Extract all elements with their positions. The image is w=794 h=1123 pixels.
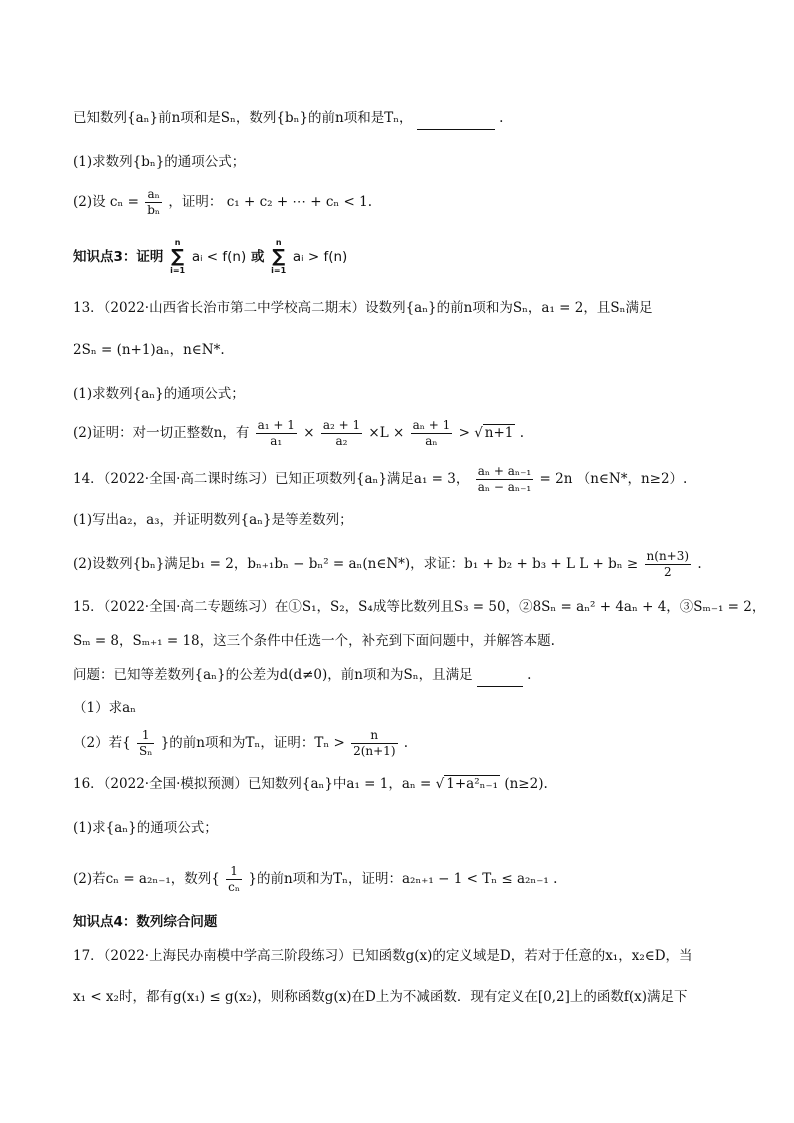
p15-part2-mid: }的前n项和为Tₙ，证明：Tₙ > <box>160 735 345 751</box>
p16-part2 <box>73 857 754 901</box>
p13-line2 <box>73 339 754 361</box>
f15-num: 1 <box>141 728 150 742</box>
p16-part2-mid: }的前n项和为Tₙ，证明：a₂ₙ₊₁ − 1 < Tₙ ≤ a₂ₙ₋₁ . <box>248 871 558 887</box>
f15b-den: 2(n+1) <box>353 744 396 758</box>
p15-frac-2 <box>351 728 397 759</box>
p13-frac-n <box>411 418 453 449</box>
p14-head-prefix: 14．（2022·全国·高二课时练习）已知正项数列{aₙ}满足a₁ = 3， <box>73 471 470 487</box>
p14-part2 <box>73 545 754 583</box>
section-4-heading <box>73 911 754 933</box>
p16-part1 <box>73 817 754 839</box>
sum-top: n <box>174 238 181 247</box>
part2-expr: c₁ + c₂ + ⋯ + cₙ < 1. <box>226 194 373 210</box>
p13-head <box>73 297 754 319</box>
p15-part2-suffix: . <box>403 735 409 751</box>
p13-head-text: 13．（2022·山西省长治市第二中学校高二期末）设数列{aₙ}的前n项和为Sₙ，a₁ = 2，且Sₙ满足 <box>73 300 653 316</box>
intro-text: 已知数列{aₙ}前n项和是Sₙ，数列{bₙ}的前n项和是Tₙ， <box>73 110 413 126</box>
f14b-num: n(n+3) <box>646 549 690 563</box>
p15-line2-text: Sₘ = 8，Sₘ₊₁ = 18，这三个条件中任选一个，补充到下面问题中，并解答本题. <box>73 633 555 649</box>
p16-head <box>73 773 754 795</box>
p14-frac-2 <box>645 549 692 580</box>
p16-part2-prefix: (2)若cₙ = a₂ₙ₋₁，数列{ <box>73 871 220 887</box>
p13-part2-suffix: . <box>519 425 524 441</box>
p13-frac-1 <box>256 418 297 449</box>
p14-part2-prefix: (2)设数列{bₙ}满足b₁ = 2，bₙ₊₁bₙ − bₙ² = aₙ(n∈N*)，求证：b₁ + b₂ + b₃ + L L + bₙ ≥ <box>73 556 639 572</box>
gt-sign: > <box>458 425 475 441</box>
p14-part1-text: (1)写出a₂，a₃，并证明数列{aₙ}是等差数列； <box>73 512 353 528</box>
p14-frac <box>476 464 534 495</box>
f15-den: Sₙ <box>138 744 153 758</box>
p16-head-suffix: (n≥2). <box>504 776 548 792</box>
f2-den: a₂ <box>321 433 362 449</box>
p13-part1 <box>73 383 754 405</box>
sum2-top: n <box>275 238 282 247</box>
p15-part1-text: （1）求aₙ <box>73 700 136 716</box>
f16-den: cₙ <box>228 880 241 894</box>
p13-line2-text: 2Sₙ = (n+1)aₙ，n∈N*. <box>73 342 225 358</box>
p15-part2-prefix: （2）若{ <box>73 735 131 751</box>
section3-mid: 或 <box>250 249 265 265</box>
section3-prefix: 知识点3：证明 <box>73 249 164 265</box>
p15-part2 <box>73 724 754 762</box>
cn-eq: cₙ = <box>109 194 139 210</box>
p16-head-prefix: 16．（2022·全国·模拟预测）已知数列{aₙ}中a₁ = 1，aₙ = <box>73 776 432 792</box>
part2-mid: ，证明： <box>168 194 223 210</box>
sum-bottom: i=1 <box>170 266 186 275</box>
sqrt-icon-2: √ <box>435 776 445 792</box>
p15-line1 <box>73 596 766 618</box>
p17-line2 <box>73 986 754 1008</box>
p13-part2 <box>73 414 754 452</box>
f1-den: a₁ <box>256 433 297 449</box>
p15-frac-1 <box>137 728 154 759</box>
intro-part1 <box>73 151 754 173</box>
f14-num: aₙ + aₙ₋₁ <box>477 464 532 478</box>
answer-blank <box>417 107 495 130</box>
an-over-bn-fraction <box>145 187 162 218</box>
p13-part1-text: (1)求数列{aₙ}的通项公式； <box>73 386 245 402</box>
frac-num: aₙ <box>147 187 160 201</box>
p14-head <box>73 460 754 498</box>
sqrt16-body: 1+a²ₙ₋₁ <box>446 776 499 792</box>
intro-line <box>73 107 754 130</box>
sqrt-body: n+1 <box>484 425 514 441</box>
intro-tail: . <box>499 110 504 126</box>
f15b-num: n <box>370 728 379 742</box>
p13-frac-2 <box>321 418 362 449</box>
p14-part1 <box>73 509 754 531</box>
p16-frac <box>226 864 242 895</box>
sum-symbol: n ∑ i=1 <box>170 238 186 275</box>
p17-line1-text: 17．（2022·上海民办南模中学高三阶段练习）已知函数g(x)的定义域是D，若对于任意的x₁，x₂∈D，当 <box>73 948 693 964</box>
section4-title: 知识点4：数列综合问题 <box>73 914 218 930</box>
part2-prefix: (2)设 <box>73 194 106 210</box>
sqrt-icon: √ <box>474 425 483 441</box>
p17-line2-text: x₁ < x₂时，都有g(x₁) ≤ g(x₂)，则称函数g(x)在D上为不减函数．现有定义在[0,2]上的函数f(x)满足下 <box>73 989 688 1005</box>
frac-den: bₙ <box>147 203 161 217</box>
p13-part2-prefix: (2)证明：对一切正整数n，有 <box>73 425 250 441</box>
sum-symbol-2: n ∑ i=1 <box>271 238 287 275</box>
section-3-heading <box>73 235 754 279</box>
p16-part1-text: (1)求{aₙ}的通项公式； <box>73 820 218 836</box>
fn-den: aₙ <box>411 433 453 449</box>
f14-rhs: = 2n <box>539 471 573 487</box>
p15-line2 <box>73 630 754 652</box>
p15-line3-tail: . <box>527 667 532 683</box>
sum2-bottom: i=1 <box>271 266 287 275</box>
times-2: ×L × <box>368 425 405 441</box>
p14-part2-suffix: . <box>697 556 702 572</box>
sum-left-expr: aᵢ < f(n) <box>191 249 247 265</box>
p15-line3 <box>73 664 754 687</box>
f16-num: 1 <box>230 864 238 878</box>
intro-part2 <box>73 183 754 221</box>
p15-part1 <box>73 697 754 719</box>
f1-num: a₁ + 1 <box>257 418 295 432</box>
fn-num: aₙ + 1 <box>412 418 451 432</box>
part1-text: (1)求数列{bₙ}的通项公式； <box>73 154 246 170</box>
times-1: × <box>303 425 315 441</box>
p15-line3-text: 问题：已知等差数列{aₙ}的公差为d(d≠0)，前n项和为Sₙ，且满足 <box>73 667 473 683</box>
p15-line1-text: 15．（2022·全国·高二专题练习）在①S₁，S₂，S₄成等比数列且S₃ = 50，②8Sₙ = aₙ² + 4aₙ + 4，③Sₘ₋₁ = 2， <box>73 599 766 615</box>
p14-head-suffix: （n∈N*，n≥2）. <box>576 471 688 487</box>
p17-line1 <box>73 945 754 967</box>
f14b-den: 2 <box>645 564 692 580</box>
f2-num: a₂ + 1 <box>322 418 361 432</box>
p15-blank <box>477 664 523 687</box>
sum-right-expr: aᵢ > f(n) <box>292 249 348 265</box>
f14-den: aₙ − aₙ₋₁ <box>477 480 532 494</box>
